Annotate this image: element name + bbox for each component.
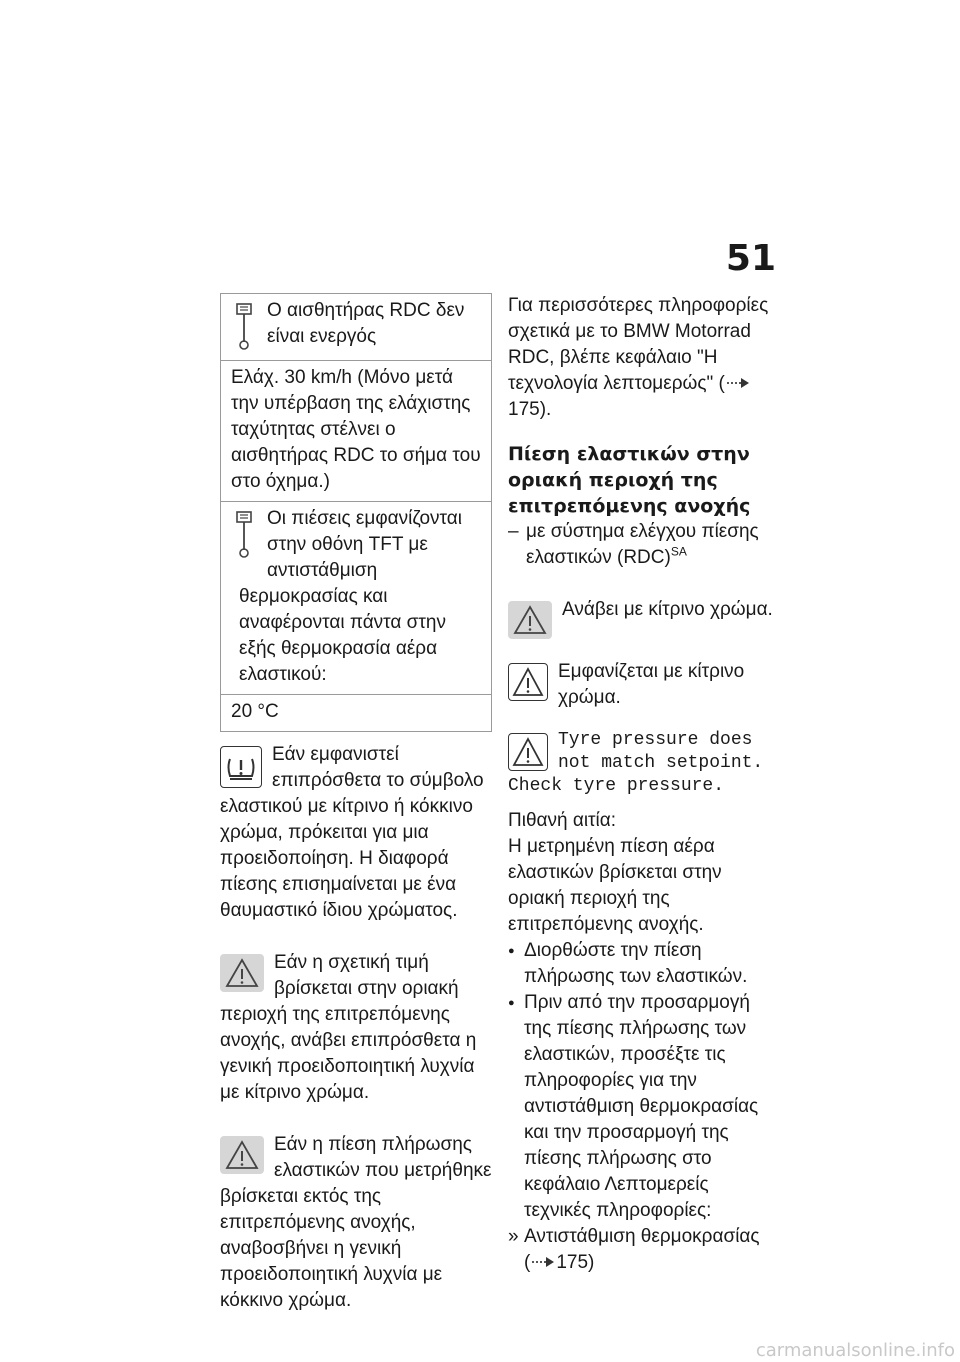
possible-cause-label: Πιθανή αιτία:	[508, 810, 617, 831]
min-speed-row	[221, 361, 491, 502]
warning-blink-paragraph	[220, 1132, 492, 1314]
display-message-text: Tyre pressure does not match setpoint. Check tyre pressure.	[508, 730, 764, 796]
temperature-compensation-ref: 175)	[556, 1252, 595, 1273]
watermark: carmanualsonline.info	[755, 1340, 955, 1361]
temperature-compensation-ref-open: (	[524, 1252, 531, 1273]
tyre-symbol-text: Εάν εμφανιστεί επιπρόσθετα το σύμβολο ελαστικού με κίτρινο ή κόκκινο χρώμα, πρόκειται για μια προειδοποίηση. Η διαφορά πίεσης επισημαίνεται με ένα θαυμαστικό ίδιου χρώματος.	[220, 744, 484, 921]
possible-cause-text: Η μετρημένη πίεση αέρα ελαστικών βρίσκεται στην οριακή περιοχή της επιτρεπόμενης ανοχής.	[508, 836, 722, 935]
shown-yellow-row	[508, 659, 776, 711]
more-info-text	[508, 293, 776, 423]
general-warning-icon	[220, 1136, 264, 1174]
more-info-ref: 175).	[508, 399, 552, 420]
page-reference-arrow-icon	[530, 1256, 556, 1268]
left-column	[220, 293, 492, 1314]
pressures-text: Οι πιέσεις εμφανίζονται στην οθόνη TFT με αντιστάθμιση θερμοκρασίας και αναφέρονται πάντα στην εξής θερμοκρασία αέρα ελαστικού:	[239, 508, 462, 685]
warning-triangle-icon	[508, 733, 548, 771]
page-number: 51	[725, 238, 776, 279]
warning-blink-text: Εάν η πίεση πλήρωσης ελαστικών που μετρήθηκε βρίσκεται εκτός της επιτρεπόμενης ανοχής, αναβοσβήνει η γενική προειδοποιητική λυχνία με κόκκινο χρώμα.	[220, 1134, 492, 1311]
warning-triangle-icon	[508, 663, 548, 701]
rdc-equipment-text: με σύστημα ελέγχου πίεσης ελαστικών (RDC)	[526, 521, 759, 568]
right-column	[508, 293, 776, 1276]
section-heading: Πίεση ελαστικών στην οριακή περιοχή της επιτρεπόμενης ανοχής	[508, 443, 751, 517]
general-warning-icon	[508, 601, 552, 639]
special-equipment-mark: SA	[670, 544, 687, 559]
sensor-inactive-row	[221, 294, 491, 361]
reference-temp-row	[221, 695, 491, 731]
lights-yellow-text: Ανάβει με κίτρινο χρώμα.	[562, 599, 773, 620]
temperature-compensation-text[interactable]: Αντιστάθμιση θερμοκρασίας	[524, 1226, 760, 1247]
tyre-symbol-paragraph	[220, 742, 492, 924]
rdc-note-box	[220, 293, 492, 732]
more-info-body: Για περισσότερες πληροφορίες σχετικά με το BMW Motorrad RDC, βλέπε κεφάλαιο "Η τεχνολογία λεπτομερώς" (	[508, 295, 769, 394]
page-reference-arrow-icon	[725, 377, 751, 389]
shown-yellow-text: Εμφανίζεται με κίτρινο χρώμα.	[558, 661, 745, 708]
lights-yellow-row	[508, 597, 776, 641]
sensor-inactive-text: Ο αισθητήρας RDC δεν είναι ενεργός	[267, 300, 465, 347]
rdc-equipment-item	[508, 519, 776, 571]
warning-yellow-paragraph	[220, 950, 492, 1106]
pressures-row	[221, 502, 491, 695]
temperature-compensation-link[interactable]	[508, 1224, 776, 1276]
min-speed-text: Ελάχ. 30 km/h (Μόνο μετά την υπέρβαση της ελάχιστης ταχύτητας στέλνει ο αισθητήρας RDC το σήμα του στο όχημα.)	[231, 367, 481, 492]
general-warning-icon	[220, 954, 264, 992]
tyre-pressure-warning-icon	[220, 746, 262, 788]
tyre-sensor-icon	[231, 302, 257, 352]
tyre-sensor-icon	[231, 510, 257, 560]
warning-yellow-text: Εάν η σχετική τιμή βρίσκεται στην οριακή περιοχή της επιτρεπόμενης ανοχής, ανάβει επιπρόσθετα η γενική προειδοποιητική λυχνία με κίτρινο χρώμα.	[220, 952, 477, 1103]
reference-temp-text: 20 °C	[231, 701, 279, 722]
bullet-correct-pressure: ● Διορθώστε την πίεση πλήρωσης των ελαστικών.	[508, 938, 776, 990]
bullet-before-adjusting: ● Πριν από την προσαρμογή της πίεσης πλήρωσης των ελαστικών, προσέξτε τις πληροφορίες για την αντιστάθμιση θερμοκρασίας και την προσαρμογή της πίεσης πλήρωσης στο κεφάλαιο Λεπτομερείς τεχνικές πληροφορίες:	[508, 990, 776, 1224]
display-message-row	[508, 729, 776, 798]
